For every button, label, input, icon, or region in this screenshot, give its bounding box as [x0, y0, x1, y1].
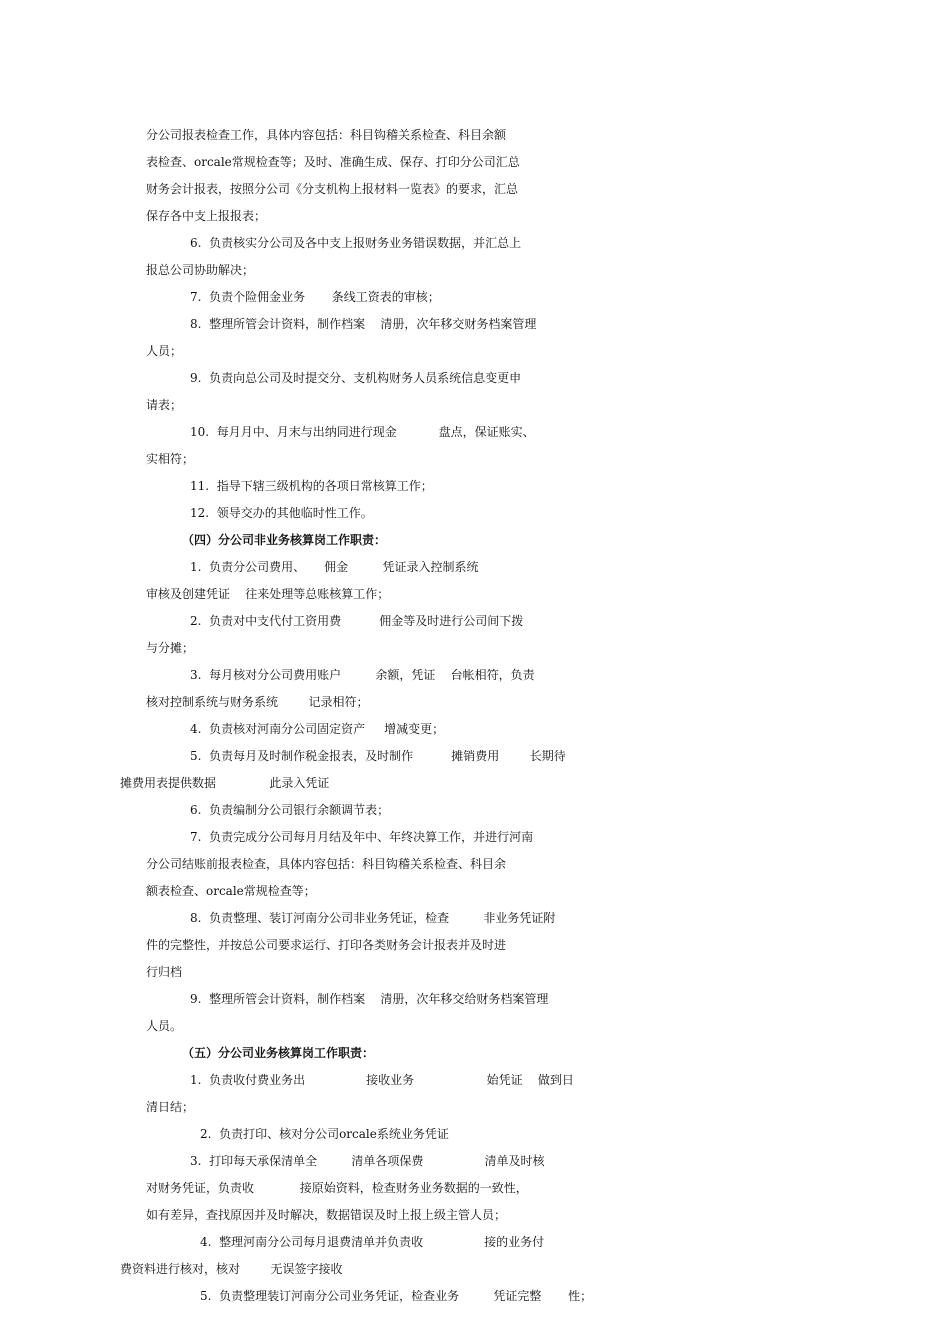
paragraph-line: 7. 负责个险佣金业务 条线工资表的审核； — [190, 290, 440, 304]
paragraph-line: 额表检查、orcale常规检查等； — [146, 884, 316, 898]
paragraph-line: 分公司结账前报表检查，具体内容包括：科目钩稽关系检查、科目余 — [146, 857, 507, 871]
paragraph-line: 人员； — [146, 344, 183, 358]
paragraph-line: 9. 整理所管会计资料，制作档案 清册，次年移交给财务档案管理 — [190, 992, 549, 1006]
paragraph-line: 3. 打印每天承保清单全 清单各项保费 清单及时核 — [190, 1154, 545, 1168]
paragraph-line: 2. 负责打印、核对分公司orcale系统业务凭证 — [200, 1127, 449, 1141]
paragraph-line: 4. 整理河南分公司每月退费清单并负责收 接的业务付 — [200, 1235, 545, 1249]
paragraph-line: 7. 负责完成分公司每月月结及年中、年终决算工作，并进行河南 — [190, 830, 534, 844]
paragraph-line: 请表； — [146, 398, 183, 412]
paragraph-line: 清日结； — [146, 1100, 195, 1114]
paragraph-line: 5. 负责整理装订河南分公司业务凭证，检查业务 凭证完整 性； — [200, 1289, 593, 1303]
paragraph-line: 9. 负责向总公司及时提交分、支机构财务人员系统信息变更申 — [190, 371, 522, 385]
section-heading: （四）分公司非业务核算岗工作职责： — [182, 533, 387, 547]
paragraph-line: 件的完整性，并按总公司要求运行、打印各类财务会计报表并及时进 — [146, 938, 507, 952]
paragraph-line: 表检查、orcale常规检查等；及时、准确生成、保存、打印分公司汇总 — [146, 155, 520, 169]
paragraph-line: 行归档 — [146, 965, 183, 979]
paragraph-line: 4. 负责核对河南分公司固定资产 增减变更； — [190, 722, 445, 736]
paragraph-line: 报总公司协助解决； — [146, 263, 255, 277]
paragraph-line: 费资料进行核对，核对 无误签字接收 — [120, 1262, 343, 1276]
paragraph-line: 12. 领导交办的其他临时性工作。 — [190, 506, 373, 520]
paragraph-line: 5. 负责每月及时制作税金报表，及时制作 摊销费用 长期待 — [190, 749, 566, 763]
paragraph-line: 10. 每月月中、月末与出纳同进行现金 盘点，保证账实、 — [190, 425, 535, 439]
paragraph-line: 分公司报表检查工作，具体内容包括：科目钩稽关系检查、科目余额 — [146, 128, 507, 142]
paragraph-line: 实相符； — [146, 452, 195, 466]
paragraph-line: 财务会计报表，按照分公司《分支机构上报材料一览表》的要求，汇总 — [146, 182, 519, 196]
paragraph-line: 6. 负责核实分公司及各中支上报财务业务错误数据，并汇总上 — [190, 236, 522, 250]
paragraph-line: 1. 负责分公司费用、 佣金 凭证录入控制系统 — [190, 560, 479, 574]
paragraph-line: 11. 指导下辖三级机构的各项日常核算工作； — [190, 479, 433, 493]
paragraph-line: 保存各中支上报报表； — [146, 209, 267, 223]
paragraph-line: 如有差异，查找原因并及时解决，数据错误及时上报上级主管人员； — [146, 1208, 507, 1222]
paragraph-line: 3. 每月核对分公司费用账户 余额，凭证 台帐相符，负责 — [190, 668, 535, 682]
paragraph-line: 1. 负责收付费业务出 接收业务 始凭证 做到日 — [190, 1073, 574, 1087]
paragraph-line: 与分摊； — [146, 641, 195, 655]
section-heading: （五）分公司业务核算岗工作职责： — [182, 1046, 375, 1060]
paragraph-line: 摊费用表提供数据 此录入凭证 — [120, 776, 330, 790]
paragraph-line: 审核及创建凭证 往来处理等总账核算工作； — [146, 587, 390, 601]
paragraph-line: 2. 负责对中支代付工资用费 佣金等及时进行公司间下拨 — [190, 614, 524, 628]
paragraph-line: 8. 负责整理、装订河南分公司非业务凭证，检查 非业务凭证附 — [190, 911, 556, 925]
paragraph-line: 6. 负责编制分公司银行余额调节表； — [190, 803, 390, 817]
paragraph-line: 人员。 — [146, 1019, 183, 1033]
paragraph-line: 对财务凭证，负责收 接原始资料，检查财务业务数据的一致性， — [146, 1181, 528, 1195]
paragraph-line: 8. 整理所管会计资料，制作档案 清册，次年移交财务档案管理 — [190, 317, 537, 331]
paragraph-line: 核对控制系统与财务系统 记录相符； — [146, 695, 369, 709]
